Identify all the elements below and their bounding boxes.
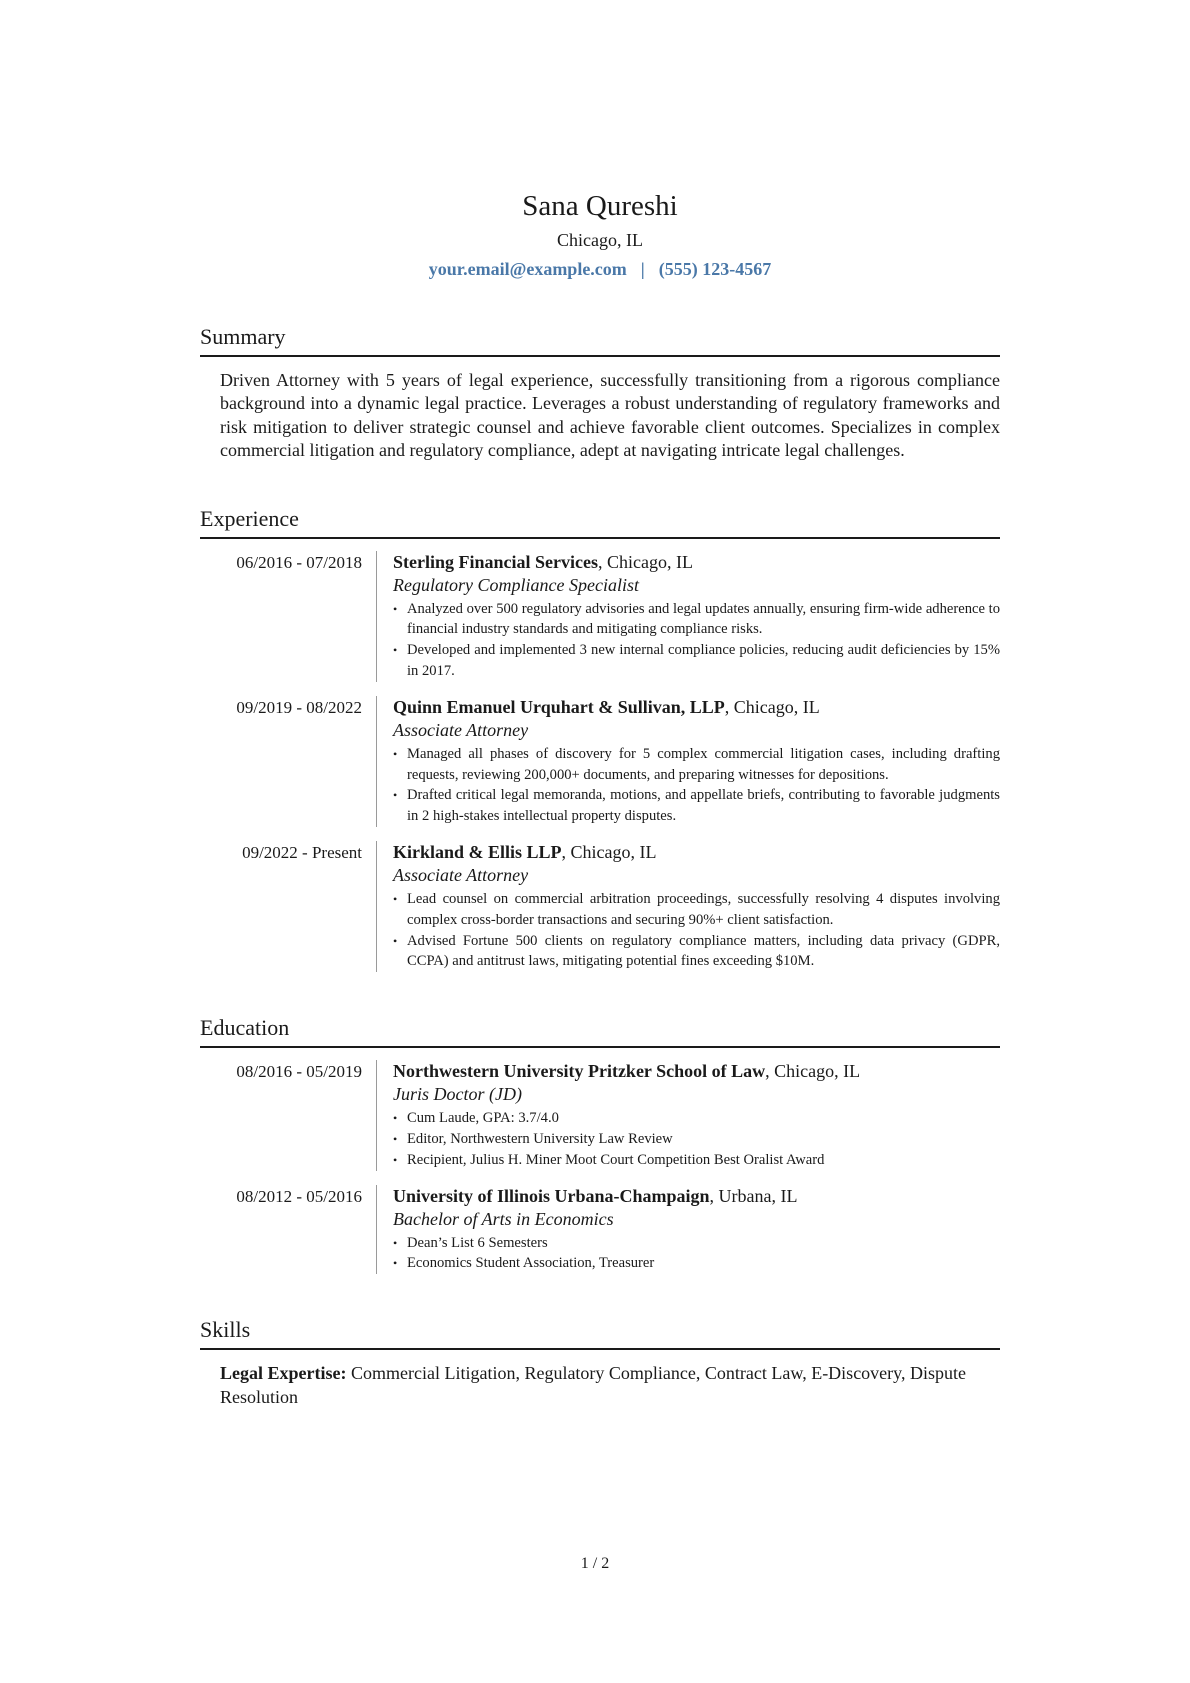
bullet-item: • Advised Fortune 500 clients on regulatory compliance matters, including data privacy (GDPR, CCPA) and antitrust laws, mitigating potential fines exceeding $10M. [393,931,1000,973]
bullet-item: • Managed all phases of discovery for 5 complex commercial litigation cases, including drafting requests, reviewing 200,000+ documents, and preparing witnesses for depositions. [393,744,1000,786]
entry [200,1060,1000,1170]
bullet-item: • Editor, Northwestern University Law Review [393,1129,1000,1150]
entry-content [376,1060,1000,1170]
entry-role: Associate Attorney [393,719,529,740]
entry-organization [393,696,1000,719]
entry-organization [393,1060,1000,1083]
entry [200,1185,1000,1275]
section-title-education: Education [200,1014,1000,1048]
candidate-location: Chicago, IL [557,230,643,250]
entry-organization [393,551,1000,574]
bullet-item: • Economics Student Association, Treasurer [393,1253,1000,1274]
entry-role: Associate Attorney [393,865,529,885]
entry-organization [393,1185,1000,1208]
entry-bullets [393,599,1000,682]
bullet-item: • Drafted critical legal memoranda, motions, and appellate briefs, contributing to favorable judgments in 2 high-stakes intellectual property disputes. [393,785,1000,827]
email-link[interactable]: your.email@example.com [428,259,627,279]
skills-label: Legal Expertise: [220,1363,347,1384]
bullet-item: • Dean’s List 6 Semesters [393,1233,1000,1254]
organization-name: Northwestern University Pritzker School of Law [393,1061,766,1082]
bullet-item: • Recipient, Julius H. Miner Moot Court Competition Best Oralist Award [393,1150,1000,1171]
education-list [200,1060,1000,1274]
organization-name: Kirkland & Ellis LLP [393,842,562,862]
entry-content [376,841,1000,972]
resume-header [200,188,1000,281]
entry-content [376,551,1000,682]
summary-text: Driven Attorney with 5 years of legal experience, successfully transitioning from a rigorous compliance background into a dynamic legal practice. Leverages a robust understanding of regulatory frameworks and risk mitigation to deliver strategic counsel and achieve favorable client outcomes. Specializes in complex commercial litigation and regulatory compliance, adept at navigating intricate legal challenges. [220,370,1000,461]
organization-location: , Urbana, IL [709,1185,798,1206]
section-title-experience: Experience [200,505,1000,539]
organization-location: , Chicago, IL [765,1061,861,1082]
page-number: 1 / 2 [580,1555,610,1572]
candidate-name: Sana Qureshi [522,190,678,222]
bullet-item: • Developed and implemented 3 new internal compliance policies, reducing audit deficiencies by 15% in 2017. [393,640,1000,682]
organization-location: , Chicago, IL [724,696,820,717]
contact-line [200,257,1000,281]
entry-bullets [393,889,1000,972]
skills-line [220,1362,1000,1409]
skills-text: Commercial Litigation, Regulatory Compliance, Contract Law, E-Discovery, Dispute Resolution [220,1363,966,1407]
bullet-item: • Cum Laude, GPA: 3.7/4.0 [393,1108,1000,1129]
entry-dates: 09/2019 - 08/2022 [236,697,362,717]
summary-section [200,323,1000,463]
entry-role: Juris Doctor (JD) [393,1084,522,1105]
entry-dates: 08/2016 - 05/2019 [236,1062,362,1082]
experience-section [200,505,1000,973]
entry-dates: 09/2022 - Present [242,843,362,862]
organization-name: University of Illinois Urbana-Champaign [393,1185,710,1206]
section-title-skills: Skills [200,1316,1000,1350]
organization-name: Sterling Financial Services [393,551,598,572]
entry [200,841,1000,972]
entry-content [376,1185,1000,1275]
resume-page [200,188,1000,1409]
education-section [200,1014,1000,1274]
section-title-summary: Summary [200,323,1000,357]
skills-section [200,1316,1000,1409]
entry-organization [393,841,1000,864]
entry-role: Regulatory Compliance Specialist [393,574,639,595]
bullet-item: • Analyzed over 500 regulatory advisories and legal updates annually, ensuring firm-wide adherence to financial industry standards and mitigating compliance risks. [393,599,1000,641]
entry [200,551,1000,682]
entry-bullets [393,1233,1000,1275]
entry-bullets [393,744,1000,827]
entry-role: Bachelor of Arts in Economics [393,1208,614,1229]
entry [200,696,1000,827]
entry-dates: 08/2012 - 05/2016 [236,1186,362,1206]
organization-location: , Chicago, IL [597,551,693,572]
entry-dates: 06/2016 - 07/2018 [236,552,362,572]
phone-link[interactable]: (555) 123-4567 [658,259,772,279]
entry-bullets [393,1108,1000,1170]
bullet-item: • Lead counsel on commercial arbitration proceedings, successfully resolving 4 disputes involving complex cross-border transactions and securing 90%+ client satisfaction. [393,889,1000,931]
entry-content [376,696,1000,827]
experience-list [200,551,1000,973]
contact-separator: | [640,259,645,279]
organization-location: , Chicago, IL [561,842,657,862]
organization-name: Quinn Emanuel Urquhart & Sullivan, LLP [393,696,725,717]
